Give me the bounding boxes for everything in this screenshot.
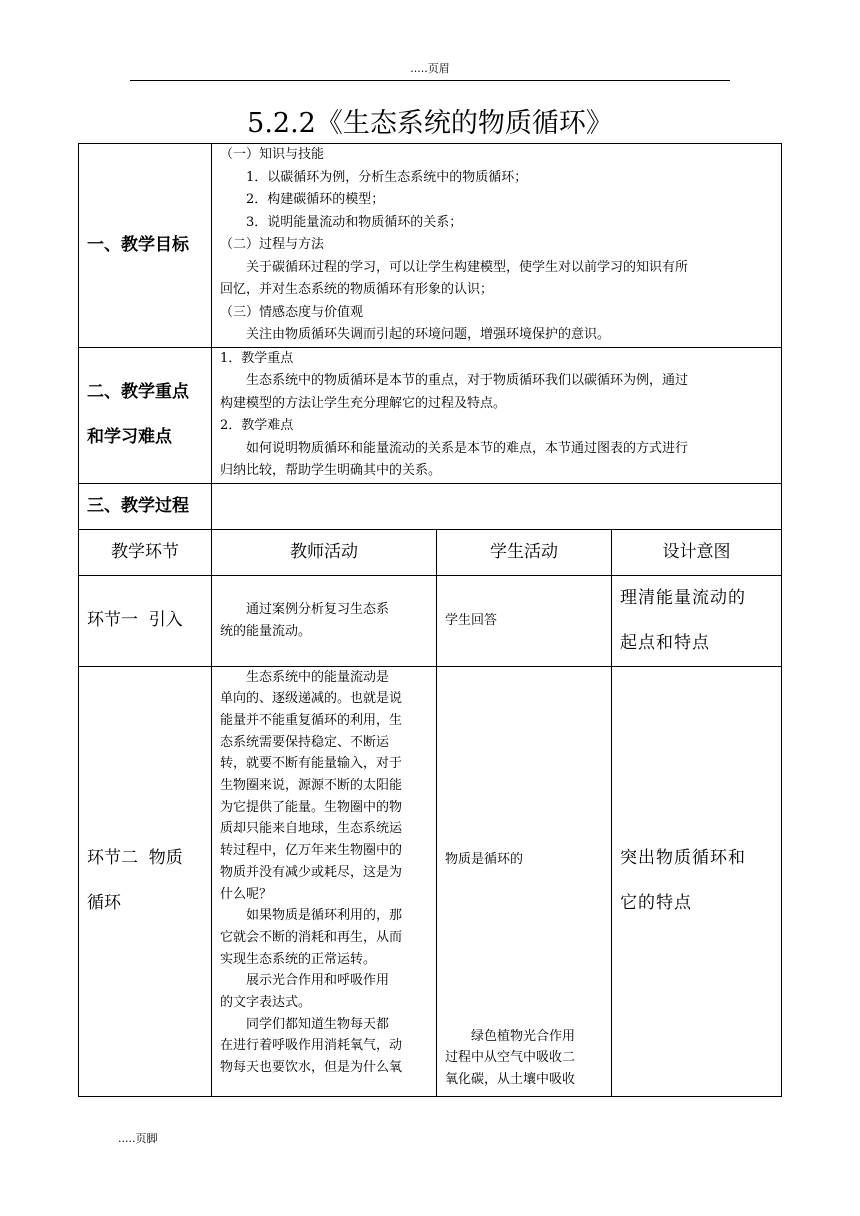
lesson-plan-table xyxy=(78,143,782,1097)
row2-teacher-line: 的文字表达式。 xyxy=(220,995,312,1011)
page-footer: .....页脚 xyxy=(118,1132,158,1145)
row2-teacher-line: 如果物质是循环利用的，那 xyxy=(246,908,403,924)
row1-teacher-line: 通过案例分析复习生态系 xyxy=(246,601,390,617)
row2-teacher-line: 能量并不能重复循环的利用，生 xyxy=(220,712,403,728)
row1-intent-line: 起点和特点 xyxy=(620,632,710,653)
key-point-line: 1．教学重点 xyxy=(220,350,294,366)
header-intent: 设计意图 xyxy=(612,529,782,575)
section-process-empty xyxy=(212,483,782,529)
row2-student-main: 物质是循环的 xyxy=(445,851,524,867)
header-teacher: 教师活动 xyxy=(212,529,437,575)
section-objectives-content xyxy=(212,144,782,348)
section-objectives-row xyxy=(79,144,782,348)
row2-stage-cell xyxy=(79,666,212,1096)
section-key-points-content xyxy=(212,347,782,483)
key-point-line: 2．教学难点 xyxy=(220,418,294,433)
header-student: 学生活动 xyxy=(437,529,612,575)
section-key-points-label-cell xyxy=(79,347,212,483)
objective-line: 关注由物质循环失调而引起的环境问题，增强环境保护的意识。 xyxy=(246,327,611,342)
row2-teacher-line: 生态系统中的能量流动是 xyxy=(246,669,390,685)
document-title: 5.2.2《生态系统的物质循环》 xyxy=(247,108,613,139)
row2-student-cell xyxy=(437,666,612,1096)
row2-teacher-line: 物质并没有减少或耗尽，这是为 xyxy=(220,864,403,880)
key-point-line: 构建模型的方法让学生充分理解它的过程及特点。 xyxy=(220,395,507,411)
row1-stage-cell xyxy=(79,575,212,666)
row2-intent-cell xyxy=(612,666,782,1096)
section-key-points-row xyxy=(79,347,782,483)
row1-intent-line: 理清能量流动的 xyxy=(620,587,746,608)
row2-teacher-cell xyxy=(212,666,437,1096)
objective-line: 1．以碳循环为例，分析生态系统中的物质循环； xyxy=(246,169,528,185)
objective-line: 3．说明能量流动和物质循环的关系； xyxy=(246,214,463,230)
row2-teacher-line: 展示光合作用和呼吸作用 xyxy=(246,973,390,989)
row2-teacher-line: 在进行着呼吸作用消耗氧气，动 xyxy=(220,1038,403,1054)
row2-student-line: 氧化碳，从土壤中吸收 xyxy=(445,1071,576,1087)
row2-teacher-line: 单向的、逐级递减的。也就是说 xyxy=(220,691,403,707)
row2-teacher-line: 转过程中，亿万年来生物圈中的 xyxy=(220,843,403,859)
row2-teacher-line: 生物圈来说，源源不断的太阳能 xyxy=(220,778,403,794)
row1-teacher-cell xyxy=(212,575,437,666)
row2-teacher-line: 转，就要不断有能量输入，对于 xyxy=(220,756,403,772)
section-key-points-label-line1: 二、教学重点 xyxy=(87,382,189,402)
row2-teacher-line: 实现生态系统的正常运转。 xyxy=(220,951,377,967)
process-row-2 xyxy=(79,666,782,1096)
section-process-row xyxy=(79,483,782,529)
row2-student-line: 过程中从空气中吸收二 xyxy=(445,1050,576,1066)
row2-teacher-line: 它就会不断的消耗和再生，从而 xyxy=(220,929,403,945)
row2-stage-line1: 环节二 物质 xyxy=(87,848,183,868)
section-key-points-label-line2: 和学习难点 xyxy=(87,427,172,447)
objective-line: 2．构建碳循环的模型； xyxy=(246,192,385,207)
section-process-label-cell xyxy=(79,483,212,529)
key-point-line: 如何说明物质循环和能量流动的关系是本节的难点，本节通过图表的方式进行 xyxy=(246,440,689,456)
row2-intent-line: 突出物质循环和 xyxy=(620,848,746,868)
process-header-row xyxy=(79,529,782,575)
row1-teacher-line: 统的能量流动。 xyxy=(220,623,312,639)
objective-line: （三）情感态度与价值观 xyxy=(220,304,364,320)
section-objectives-label-cell xyxy=(79,144,212,348)
row2-stage-line2: 循环 xyxy=(87,893,121,913)
row2-teacher-line: 同学们都知道生物每天都 xyxy=(246,1016,390,1032)
row1-stage: 环节一 引入 xyxy=(87,610,183,630)
header-stage: 教学环节 xyxy=(79,529,212,575)
objective-line: 关于碳循环过程的学习，可以让学生构建模型，使学生对以前学习的知识有所 xyxy=(246,259,689,275)
page-header: .....页眉 xyxy=(410,62,450,75)
row2-teacher-line: 为它提供了能量。生物圈中的物 xyxy=(220,799,403,815)
objective-line: （一）知识与技能 xyxy=(220,147,325,162)
row2-student-line: 绿色植物光合作用 xyxy=(471,1028,576,1044)
row2-teacher-line: 物每天也要饮水，但是为什么氧 xyxy=(220,1060,403,1076)
objective-line: （二）过程与方法 xyxy=(220,237,325,252)
row1-intent-cell xyxy=(612,575,782,666)
row2-teacher-line: 什么呢？ xyxy=(220,886,273,902)
row2-teacher-line: 态系统需要保持稳定、不断运 xyxy=(220,734,390,750)
process-row-1 xyxy=(79,575,782,666)
row2-teacher-line: 质却只能来自地球，生态系统运 xyxy=(220,821,403,837)
key-point-line: 生态系统中的物质循环是本节的重点，对于物质循环我们以碳循环为例，通过 xyxy=(246,373,689,388)
section-process-label: 三、教学过程 xyxy=(87,495,189,516)
row1-student-cell xyxy=(437,575,612,666)
row1-student: 学生回答 xyxy=(445,612,498,628)
header-rule xyxy=(130,80,730,81)
row2-intent-line: 它的特点 xyxy=(620,893,692,913)
section-objectives-label: 一、教学目标 xyxy=(87,234,189,255)
objective-line: 回忆，并对生态系统的物质循环有形象的认识； xyxy=(220,282,494,297)
key-point-line: 归纳比较，帮助学生明确其中的关系。 xyxy=(220,463,442,478)
